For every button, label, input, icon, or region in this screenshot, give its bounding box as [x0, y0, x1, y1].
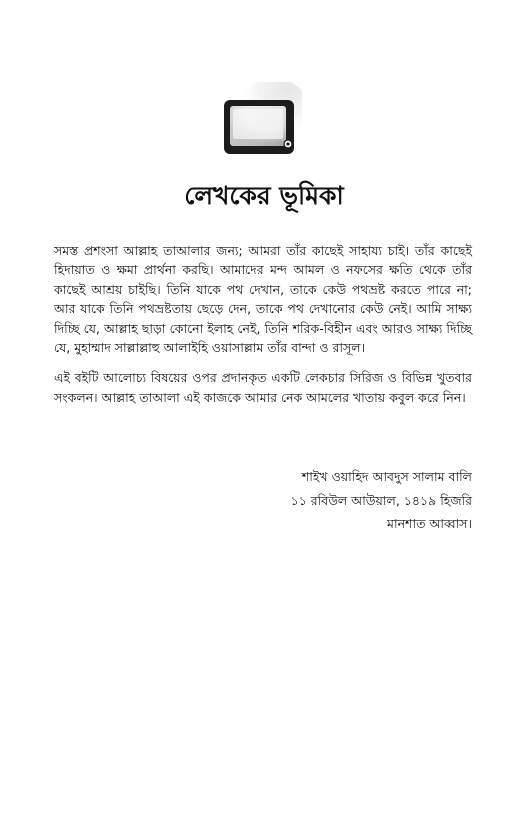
- signature-date: ১১ রবিউল আউয়াল, ১৪১৯ হিজরি: [290, 492, 472, 508]
- paragraph: সমস্ত প্রশংসা আল্লাহ তাআলার জন্য; আমরা তাঁর কাছেই সাহায্য চাই। তাঁর কাছেই হিদায়াত ও ক্ষমা প্রার্থনা করছি। আমাদের মন্দ আমল ও নফসের ক্ষতি থেকে তাঁর কাছেই আশ্রয় চাইছি। তিনি যাকে পথ দেখান, তাকে কেউ পথভ্রষ্ট করতে পারে না; আর যাকে তিনি পথভ্রষ্টতায় ছেড়ে দেন, তাকে পথ দেখানোর কেউ নেই। আমি সাক্ষ্য দিচ্ছি যে, আল্লাহ ছাড়া কোনো ইলাহ নেই, তিনি শরিক-বিহীন এবং আরও সাক্ষ্য দিচ্ছি যে, মুহাম্মাদ সাল্লাল্লাহু আলাইহি ওয়াসাল্লাম তাঁর বান্দা ও রাসূল।: [54, 243, 472, 356]
- author-name: শাইখ ওয়াহিদ আবদুস সালাম বালি: [301, 469, 472, 484]
- page-title: লেখকের ভূমিকা: [184, 181, 344, 210]
- paragraph: এই বইটি আলোচ্য বিষয়ের ওপর প্রদানকৃত একটি লেকচার সিরিজ ও বিভিন্ন খুতবার সংকলন। আল্লাহ তাআলা এই কাজকে আমার নেক আমলের খাতায় কবুল করে নিন।: [54, 370, 472, 405]
- preface-body: [54, 241, 472, 418]
- signature-place: মানশাত আব্বাস।: [387, 516, 472, 531]
- signature-block: [172, 465, 472, 536]
- film-frame-ornament-icon: [222, 82, 302, 160]
